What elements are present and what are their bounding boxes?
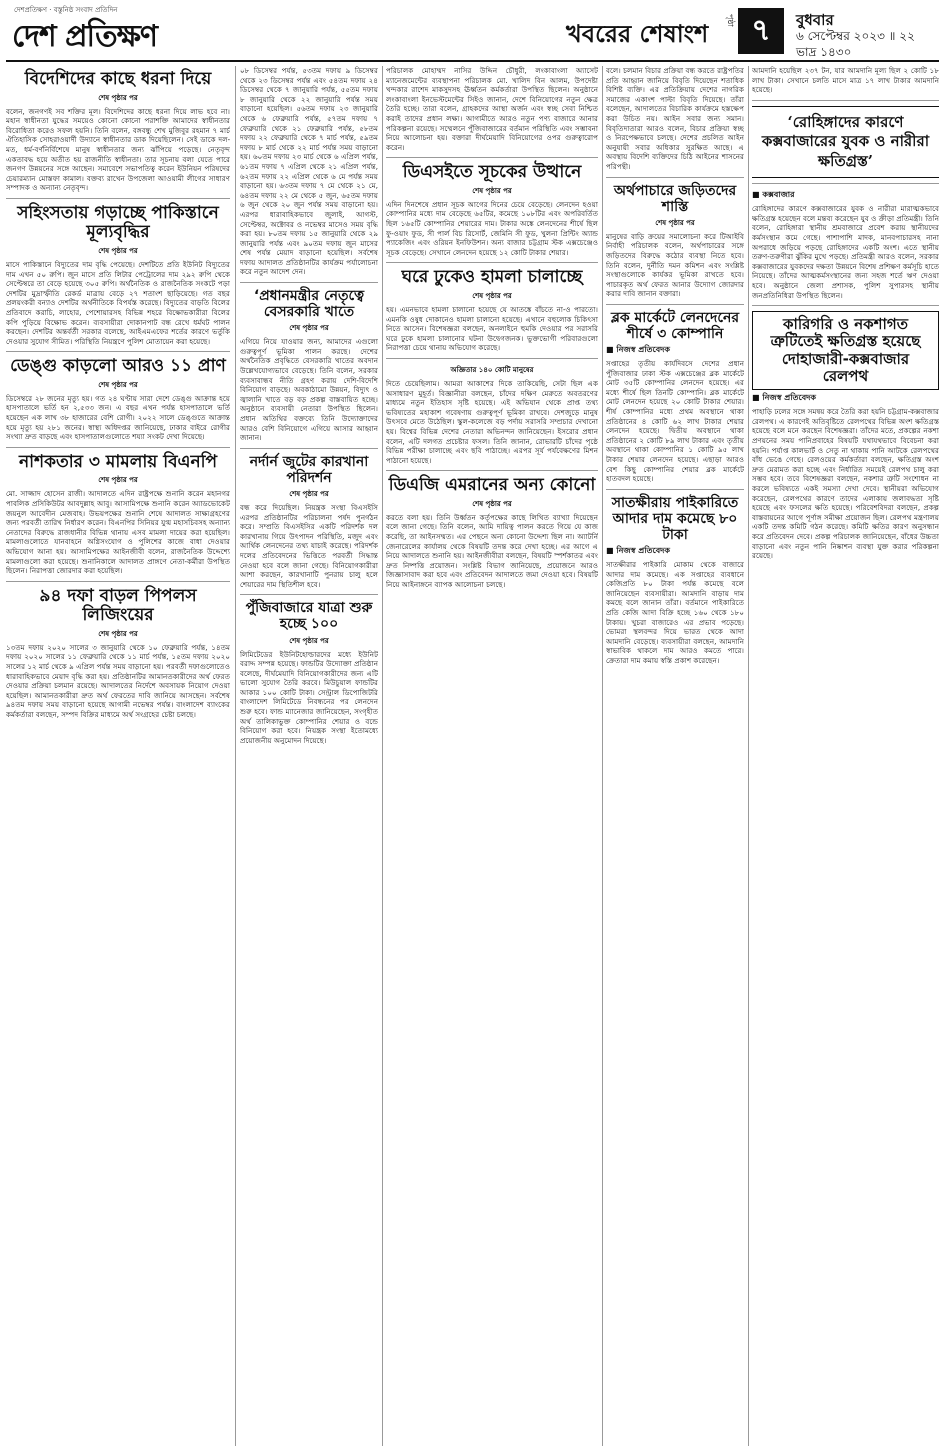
article-separator — [386, 262, 598, 263]
column-3 — [386, 66, 598, 1446]
article — [752, 66, 939, 95]
article-byline: ■ নিজস্ব প্রতিবেদক — [752, 392, 816, 403]
article-separator — [386, 157, 598, 158]
article — [386, 66, 598, 152]
page-word: পৃষ্ঠা — [726, 14, 735, 27]
article-byline: ■ নিজস্ব প্রতিবেদক — [606, 545, 670, 556]
continued-from-label: অজ্ঞিতার ১৪০ কোটি মানুষের — [450, 364, 534, 374]
article-separator — [606, 304, 744, 305]
article-body: দিতে চেয়েছিলাম। আমরা আকাশের দিকে তাকিয়েছি, সেটা ছিল এক অসাধারণ মুহূর্ত। বিজ্ঞানীরা বলছেন, চাঁদের দক্ষিণ মেরুতে অবতরণের মাধ্যমে নতুন ইতিহাস সৃষ্টি হয়েছে। এই অভিযান থেকে প্রাপ্ত তথ্য ভবিষ্যতের মহাকাশ গবেষণায় গুরুত্বপূর্ণ ভূমিকা রাখবে। দেশজুড়ে মানুষ উৎসবে মেতে উঠেছিল। স্কুল-কলেজে বড় পর্দায় সরাসরি সম্প্রচার দেখানো হয়। বিশ্বের বিভিন্ন দেশের নেতারা অভিনন্দন জানিয়েছেন। ইসরোর প্রধান বলেন, এটি দলগত প্রচেষ্টার ফসল। তিনি জানান, রোভারটি চাঁদের পৃষ্ঠে বিভিন্ন পরীক্ষা চালাচ্ছে এবং ছবি পাঠাচ্ছে। এরপর সূর্য পর্যবেক্ষণের মিশন পাঠানো হয়েছে। — [386, 378, 598, 465]
section-title: খবরের শেষাংশ — [566, 20, 709, 48]
article — [386, 262, 598, 353]
masthead — [6, 4, 939, 62]
continued-from-label: শেষ পৃষ্ঠার পর — [98, 628, 138, 638]
article-body: রোহিঙ্গাদের কারণে কক্সবাজারের যুবক ও নারীরা মারাত্মকভাবে ক্ষতিগ্রস্ত হয়েছেন বলে মন্তব্য করেছেন যুব ও ক্রীড়া প্রতিমন্ত্রী। তিনি বলেন, রোহিঙ্গারা স্থানীয় শ্রমবাজারে প্রবেশ করায় স্থানীয়দের কর্মসংস্থান কমে গেছে। পাশাপাশি মাদক, মানবপাচারসহ নানা অপরাধে জড়িয়ে পড়ছে রোহিঙ্গাদের একটি অংশ। এতে স্থানীয় তরুণ-তরুণীরা ঝুঁকির মুখে পড়ছে। প্রতিমন্ত্রী আরও বলেন, সরকার কক্সবাজারের যুবকদের দক্ষতা উন্নয়নে বিশেষ প্রশিক্ষণ কর্মসূচি হাতে নিয়েছে। তাঁদের আত্মকর্মসংস্থানের জন্য সহজ শর্তে ঋণ দেওয়া হবে। অনুষ্ঠানে জেলা প্রশাসক, পুলিশ সুপারসহ স্থানীয় জনপ্রতিনিধিরা উপস্থিত ছিলেন। — [752, 204, 939, 300]
article — [6, 198, 230, 346]
article-headline: সাতক্ষীরায় পাইকারিতে আদার দাম কমেছে ৮০ টাকা — [611, 494, 739, 543]
article-separator — [606, 177, 744, 178]
article — [386, 358, 598, 465]
article-separator — [752, 183, 939, 184]
article — [752, 100, 939, 179]
column-rule — [382, 66, 383, 1446]
column-2 — [240, 66, 378, 1446]
article-headline: ডিএজি এমরানের অন্য কোনো — [388, 475, 596, 496]
article-separator — [6, 581, 230, 582]
masthead-tagline: দেশপ্রতিক্ষণ · বস্তুনিষ্ঠ সংবাদ প্রতিদিন — [14, 6, 118, 14]
article-headline: বিদেশিদের কাছে ধরনা দিয়ে — [24, 69, 212, 89]
article — [6, 70, 230, 193]
article — [6, 581, 230, 720]
article-headline: ‘প্রধানমন্ত্রীর নেতৃত্বে বেসরকারি খাতে — [253, 288, 365, 321]
article-body: ০৮ ডিসেম্বর পর্যন্ত, ৫৩তম দফায় ৯ ডিসেম্বর থেকে ২৩ ডিসেম্বর পর্যন্ত এবং ৫৪তম দফায় ২৪ ডিসেম্বর থেকে ৭ জানুয়ারি পর্যন্ত, ৫৫তম দফায় ৮ জানুয়ারি থেকে ২২ জানুয়ারি পর্যন্ত সময় বাড়ানো হয়েছিল। ৫৬তম দফায় ২৩ জানুয়ারি থেকে ৬ ফেব্রুয়ারি পর্যন্ত, ৫৭তম দফায় ৭ ফেব্রুয়ারি থেকে ২১ ফেব্রুয়ারি পর্যন্ত, ৫৮তম দফায় ২২ ফেব্রুয়ারি থেকে ৭ মার্চ পর্যন্ত, ৫৯তম দফায় ৮ মার্চ থেকে ২২ মার্চ পর্যন্ত সময় বাড়ানো হয়। ৬০তম দফায় ২৩ মার্চ থেকে ৬ এপ্রিল পর্যন্ত, ৬১তম দফায় ৭ এপ্রিল থেকে ২১ এপ্রিল পর্যন্ত, ৬২তম দফায় ২২ এপ্রিল থেকে ৬ মে পর্যন্ত সময় বাড়ানো হয়। ৬৩তম দফায় ৭ মে থেকে ২১ মে, ৬৪তম দফায় ২২ মে থেকে ৫ জুন, ৬৫তম দফায় ৬ জুন থেকে ২০ জুন পর্যন্ত সময় বাড়ানো হয়। এরপর ধারাবাহিকভাবে জুলাই, আগস্ট, সেপ্টেম্বর, অক্টোবর ও নভেম্বর মাসেও সময় বৃদ্ধি করা হয়। ৮০তম দফায় ১৫ জানুয়ারি থেকে ২৯ জানুয়ারি পর্যন্ত এবং ৯০তম দফায় জুন মাসের শেষ পর্যন্ত মেয়াদ বাড়ানো হয়েছিল। সর্বশেষ দফায় আদালত প্রতিষ্ঠানটির কার্যক্রম পর্যালোচনা করে নতুন আদেশ দেন। — [240, 66, 378, 277]
article — [606, 66, 744, 172]
page-number-badge: ৭ — [738, 8, 784, 54]
newspaper-logo: দেশ প্রতিক্ষণ — [12, 19, 158, 54]
article — [240, 594, 378, 745]
article-separator — [240, 448, 378, 449]
column-5 — [752, 66, 939, 1446]
article — [6, 351, 230, 442]
article-separator — [752, 305, 939, 306]
article-body: ডিসেম্বরে ২৮ জনের মৃত্যু হয়। গত ২৪ ঘণ্টায় সারা দেশে ডেঙ্গু আক্রান্ত হয়ে হাসপাতালে ভর্তি হন ২,৫৩৩ জন। এ বছর এখন পর্যন্ত হাসপাতালে ভর্তি হয়েছেন এক লাখ ৩৮ হাজারের বেশি রোগী। ২০২২ সালে ডেঙ্গুতে আক্রান্ত হয়ে মৃত্যু হয় ২৮১ জনের। স্বাস্থ্য অধিদপ্তর জানিয়েছে, ঢাকার বাইরে রোগীর সংখ্যা দ্রুত বাড়ছে এবং হাসপাতালগুলোতে শয্যা সংকট দেখা দিয়েছে। — [6, 393, 230, 442]
continued-from-label: শেষ পৃষ্ঠার পর — [289, 323, 329, 333]
article-separator — [6, 447, 230, 448]
column-rule — [748, 66, 749, 1446]
article-separator — [606, 489, 744, 490]
article — [752, 305, 939, 561]
article-headline: ডেঙ্গু কাড়লো আরও ১১ প্রাণ — [10, 356, 226, 377]
article-body: লিমিটেডের ইউনিটহোল্ডারদের মধ্যে ইউনিট বরাদ্দ সম্পন্ন হয়েছে। ফান্ডটির উদ্যোক্তা প্রতিষ্ঠান বলেছে, দীর্ঘমেয়াদি বিনিয়োগকারীদের জন্য এটি ভালো সুযোগ তৈরি করবে। মিউচুয়াল ফান্ডটির আকার ১০০ কোটি টাকা। সেন্ট্রাল ডিপোজিটরি বাংলাদেশ লিমিটেডে নিবন্ধনের পর লেনদেন শুরু হবে। ফান্ড ম্যানেজার জানিয়েছেন, সংগৃহীত অর্থ তালিকাভুক্ত কোম্পানির শেয়ার ও বন্ডে বিনিয়োগ করা হবে। নিয়ন্ত্রক সংস্থা ইতোমধ্যে প্রয়োজনীয় অনুমোদন দিয়েছে। — [240, 649, 378, 745]
article-body: এগিয়ে নিয়ে যাওয়ার জন্য, আমাদের এগুলো গুরুত্বপূর্ণ ভূমিকা পালন করছে। দেশের অর্থনৈতিক প্রবৃদ্ধিতে বেসরকারি খাতের অবদান উল্লেখযোগ্যভাবে বেড়েছে। তিনি বলেন, সরকার ব্যবসাবান্ধব নীতি গ্রহণ করায় দেশি-বিদেশি বিনিয়োগ বাড়ছে। অবকাঠামো উন্নয়ন, বিদ্যুৎ ও জ্বালানি খাতে বড় বড় প্রকল্প বাস্তবায়িত হচ্ছে। অনুষ্ঠানে ব্যবসায়ী নেতারা উপস্থিত ছিলেন। প্রধান অতিথির বক্তব্যে তিনি উদ্যোক্তাদের আরও বেশি বিনিয়োগে এগিয়ে আসার আহ্বান জানান। — [240, 337, 378, 443]
article — [240, 66, 378, 277]
article-body: বন্ধ করে দিয়েছিল। নিয়ন্ত্রক সংস্থা বিএসইসি এরপর প্রতিষ্ঠানটির পরিচালনা পর্ষদ পুনর্গঠন করে। সম্প্রতি বিএসইসির একটি পরিদর্শক দল কারখানায় গিয়ে উৎপাদন পরিস্থিতি, মজুদ এবং আর্থিক লেনদেনের তথ্য যাচাই করেছে। পরিদর্শক দলের প্রতিবেদনের ভিত্তিতে পরবর্তী সিদ্ধান্ত নেওয়া হবে বলে জানা গেছে। বিনিয়োগকারীরা আশা করছেন, কারখানাটি পুনরায় চালু হলে শেয়ারের দাম স্থিতিশীল হবে। — [240, 502, 378, 589]
article — [6, 447, 230, 576]
article-headline: ব্লক মার্কেটে লেনদেনের শীর্ষে ৩ কোম্পানি — [610, 309, 740, 342]
article — [240, 448, 378, 590]
article-headline: ৯৪ দফা বাড়ল পিপলস লিজিংয়ের — [39, 585, 197, 626]
article-headline: নর্দার্ন জুটের কারখানা পরিদর্শন — [249, 453, 369, 486]
article-byline: ■ কক্সবাজার — [752, 189, 795, 200]
continued-from-label: শেষ পৃষ্ঠার পর — [98, 245, 138, 255]
column-rule — [602, 66, 603, 1446]
article-body: সাতক্ষীরার পাইকারি মোকাম থেকে বাজারে আদার দাম কমেছে। এক সপ্তাহের ব্যবধানে কেজিপ্রতি ৮০ টাকা পর্যন্ত কমেছে বলে জানিয়েছেন ব্যবসায়ীরা। আমদানি বাড়ায় দাম কমছে বলে জানান তাঁরা। বর্তমানে পাইকারিতে প্রতি কেজি আদা বিক্রি হচ্ছে ১৬০ থেকে ১৮০ টাকায়। খুচরা বাজারেও এর প্রভাব পড়েছে। ভোমরা স্থলবন্দর দিয়ে ভারত থেকে আদা আমদানি বেড়েছে। ব্যবসায়ীরা বলছেন, আমদানি স্বাভাবিক থাকলে দাম আরও কমতে পারে। ক্রেতারা দাম কমায় স্বস্তি প্রকাশ করেছেন। — [606, 560, 744, 665]
column-4 — [606, 66, 744, 1446]
column-1 — [6, 66, 230, 1446]
column-rule — [235, 66, 236, 1446]
day-name: বুধবার — [796, 11, 834, 29]
article-body: এদিন দিনশেষে প্রধান সূচক আগের দিনের চেয়ে বেড়েছে। লেনদেন হওয়া কোম্পানির মধ্যে দাম বেড়েছে ৬৫টির, কমেছে ১০৮টির এবং অপরিবর্তিত ছিল ১৬৫টি কোম্পানির শেয়ারের দাম। টাকার অঙ্কে লেনদেনের শীর্ষে ছিল ফু-ওয়াং ফুড, সী পার্ল বিচ রিসোর্ট, জেমিনি সী ফুড, খুলনা প্রিন্টিং অ্যান্ড প্যাকেজিং এবং ওরিয়ন ইনফিউশন। অন্য বাজার চট্টগ্রাম স্টক এক্সচেঞ্জেও সূচক বেড়েছে। সেখানে লেনদেন হয়েছে ১২ কোটি টাকার শেয়ার। — [386, 199, 598, 257]
article-separator — [386, 358, 598, 359]
article-body: পাহাড়ি ঢলের সঙ্গে সমন্বয় করে তৈরি করা হয়নি চট্টগ্রাম-কক্সবাজার রেলপথ। এ কারণেই অতিবৃষ্টিতে রেলপথের বিভিন্ন অংশ ক্ষতিগ্রস্ত হয়েছে বলে মনে করছেন বিশেষজ্ঞরা। তাঁদের মতে, প্রকল্পের নকশা প্রণয়নের সময় পানিপ্রবাহের বিষয়টি যথাযথভাবে বিবেচনা করা হয়নি। পর্যাপ্ত কালভার্ট ও সেতু না থাকায় পানি আটকে রেলপথের বাঁধ ভেঙে গেছে। রেলওয়ের কর্মকর্তারা বলছেন, ক্ষতিগ্রস্ত অংশ দ্রুত মেরামত করা হচ্ছে এবং নির্ধারিত সময়েই রেলপথ চালু করা সম্ভব হবে। তবে বিশেষজ্ঞরা বলছেন, নকশার ত্রুটি সংশোধন না করলে ভবিষ্যতে একই সমস্যা দেখা দেবে। স্থানীয়রা অভিযোগ করেছেন, রেলপথের কারণে তাদের এলাকায় জলাবদ্ধতা সৃষ্টি হয়েছে এবং ফসলের ক্ষতি হয়েছে। পরিবেশবিদরা বলছেন, প্রকল্প বাস্তবায়নের আগে পূর্ণাঙ্গ সমীক্ষা প্রয়োজন ছিল। রেলপথ মন্ত্রণালয় একটি তদন্ত কমিটি গঠন করেছে। কমিটি ক্ষতির কারণ অনুসন্ধান করে প্রতিবেদন দেবে। প্রকল্প পরিচালক জানিয়েছেন, বাঁধের উচ্চতা বাড়ানো এবং নতুন পানি নিষ্কাশন ব্যবস্থা যুক্ত করার পরিকল্পনা রয়েছে। — [752, 407, 939, 561]
article — [386, 157, 598, 257]
article-headline: কারিগরি ও নকশাগত ত্রুটিতেই ক্ষতিগ্রস্ত হয়েছে দোহাজারী-কক্সবাজার রেলপথ — [752, 311, 939, 390]
dateline — [796, 12, 939, 60]
article-separator — [240, 594, 378, 595]
continued-from-label: শেষ পৃষ্ঠার পর — [98, 379, 138, 389]
article-headline: সহিংসতায় গড়াচ্ছে পাকিস্তানে মূল্যবৃদ্ধির — [17, 202, 219, 243]
article-headline: পুঁজিবাজারে যাত্রা শুরু হচ্ছে ১০০ — [245, 600, 373, 633]
continued-from-label: শেষ পৃষ্ঠার পর — [472, 498, 512, 508]
article-headline: নাশকতার ৩ মামলায় বিএনপি — [18, 451, 218, 472]
article — [606, 304, 744, 484]
article-body: করতে বলা হয়। তিনি উর্ধ্বতন কর্তৃপক্ষের কাছে লিখিত ব্যাখ্যা দিয়েছেন বলে জানা গেছে। তিনি বলেন, আমি দায়িত্ব পালন করতে গিয়ে যে কাজ করেছি, তা আইনসম্মত। এর পেছনে অন্য কোনো উদ্দেশ্য ছিল না। অ্যাটর্নি জেনারেলের কার্যালয় থেকে বিষয়টি তদন্ত করে দেখা হচ্ছে। এর আগে এ নিয়ে আদালতে শুনানি হয়। আইনজীবীরা বলছেন, বিষয়টি স্পর্শকাতর এবং দ্রুত নিষ্পত্তি প্রয়োজন। সংশ্লিষ্ট বিভাগ জানিয়েছে, প্রয়োজনে আরও জিজ্ঞাসাবাদ করা হবে এবং প্রতিবেদন আদালতে জমা দেওয়া হবে। বিষয়টি নিয়ে আইনাঙ্গনে ব্যাপক আলোচনা চলছে। — [386, 512, 598, 590]
article-body: সপ্তাহের তৃতীয় কার্যদিবসে দেশের প্রধান পুঁজিবাজার ঢাকা স্টক এক্সচেঞ্জের ব্লক মার্কেটে মোট ৩৫টি কোম্পানির লেনদেন হয়েছে। এর মধ্যে শীর্ষে ছিল তিনটি কোম্পানি। ব্লক মার্কেটে মোট লেনদেন হয়েছে ২০ কোটি টাকার শেয়ার। শীর্ষ কোম্পানির মধ্যে প্রথম অবস্থানে থাকা প্রতিষ্ঠানের ৪ কোটি ৬২ লাখ টাকার শেয়ার লেনদেন হয়েছে। দ্বিতীয় অবস্থানে থাকা প্রতিষ্ঠানের ২ কোটি ৮৯ লাখ টাকার এবং তৃতীয় অবস্থানে থাকা কোম্পানির ১ কোটি ৯৫ লাখ টাকার শেয়ার লেনদেন হয়েছে। এছাড়া আরও বেশ কিছু কোম্পানির শেয়ার ব্লক মার্কেটে হাতবদল হয়েছে। — [606, 359, 744, 484]
article-body: বলেন, জনগণই সব শক্তির মূল। বিদেশিদের কাছে ধরনা দিয়ে লাভ হবে না। মহান স্বাধীনতা যুদ্ধের সময়েও কোনো কোনো পরাশক্তি আমাদের স্বাধীনতার বিরোধিতা করেও সফল হয়নি। তিনি বলেন, বঙ্গবন্ধু শেখ মুজিবুর রহমান ৭ মার্চ ঐতিহাসিক সোহরাওয়ার্দী উদ্যানে স্বাধীনতার ডাক দিয়েছিলেন। সেই ডাকে দল-মত, ধর্ম-বর্ণনির্বিশেষে মানুষ স্বাধীনতার জন্য ঝাঁপিয়ে পড়েছে। নেতৃবৃন্দ একতাবদ্ধ হয়ে অতীত হয় রাজনীতি স্বাধীনতা। তার সূচনায় বলা যেতে পারে জনগণ উন্নয়নের সঙ্গে আছেন। সমাবেশে সভাপতিত্ব করেন ইউনিয়ন পরিষদের চেয়ারম্যান মোস্তফা কামাল। বক্তব্য রাখেন উপজেলা আওয়ামী লীগের সাধারণ সম্পাদক ও অন্যান্য নেতৃবৃন্দ। — [6, 106, 230, 193]
continued-from-label: শেষ পৃষ্ঠার পর — [98, 92, 138, 102]
article-separator — [240, 282, 378, 283]
article-headline: ঘরে ঢুকেও হামলা চালাচ্ছে — [401, 267, 583, 288]
pull-quote-headline: ‘রোহিঙ্গাদের কারণে কক্সবাজারের যুবক ও নারীরা ক্ষতিগ্রস্ত’ — [752, 106, 939, 179]
article-body: পরিচালক মোহাম্মদ নাসির উদ্দিন চৌধুরী, লংকাবাংলা অ্যাসেট ম্যানেজমেন্টের ব্যবস্থাপনা পরিচালক মো. খালিদ বিন আলম, উপদেষ্টা খন্দকার রাশেদ মাকসুদসহ ঊর্ধ্বতন কর্মকর্তারা উপস্থিত ছিলেন। অনুষ্ঠানে লংকাবাংলা ইনভেস্টমেন্টের সিইও জানান, দেশে বিনিয়োগের নতুন ক্ষেত্র তৈরি হচ্ছে। তারা বলেন, গ্রাহকদের আস্থা অর্জন এবং স্বচ্ছ সেবা নিশ্চিত করাই তাদের প্রধান লক্ষ্য। আগামীতে আরও নতুন পণ্য বাজারে আনার পরিকল্পনা রয়েছে। সম্মেলনে পুঁজিবাজারের বর্তমান পরিস্থিতি এবং সম্ভাবনা নিয়ে আলোচনা হয়। বক্তারা দীর্ঘমেয়াদি বিনিয়োগের ওপর গুরুত্বারোপ করেন। — [386, 66, 598, 152]
continued-from-label: শেষ পৃষ্ঠার পর — [289, 488, 329, 498]
continued-from-label: শেষ পৃষ্ঠার পর — [472, 185, 512, 195]
article-body: ১৩তম দফায় ২০২০ সালের ৩ জানুয়ারি থেকে ১০ ফেব্রুয়ারি পর্যন্ত, ১৪তম দফায় ২০২০ সালের ১১ ফেব্রুয়ারি থেকে ১১ মার্চ পর্যন্ত, ১৫তম দফায় ২০২০ সালের ১২ মার্চ থেকে ৯ এপ্রিল পর্যন্ত সময় বাড়ানো হয়। পরবর্তী দফাগুলোতেও ধারাবাহিকভাবে মেয়াদ বৃদ্ধি করা হয়। প্রতিষ্ঠানটির আমানতকারীদের অর্থ ফেরত দেওয়ার প্রক্রিয়া চলমান রয়েছে। আদালতের নির্দেশে অবসায়ক নিয়োগ দেওয়া হয়েছিল। আমানতকারীরা দ্রুত অর্থ ফেরতের দাবি জানিয়ে আসছেন। সর্বশেষ ৯৪তম দফায় সময় বাড়ানো হয়েছে আগামী নভেম্বর পর্যন্ত। বাংলাদেশ ব্যাংকের কর্মকর্তারা বলছেন, সম্পদ বিক্রির মাধ্যমে অর্থ সংগ্রহের চেষ্টা চলছে। — [6, 642, 230, 719]
article-separator — [6, 351, 230, 352]
article-body: মো. সাজ্জাদ হোসেন রাজী। আদালতে এদিন রাষ্ট্রপক্ষে শুনানি করেন মহানগর পাবলিক প্রসিকিউটর আবদুল্লাহ আবু। আসামিপক্ষে শুনানি করেন অ্যাডভোকেট জয়নুল আবেদীন মেজবাহ। উভয়পক্ষের শুনানি শেষে আদালত সাক্ষ্যগ্রহণের জন্য পরবর্তী তারিখ নির্ধারণ করেন। বিএনপির সিনিয়র যুগ্ম মহাসচিবসহ অন্যান্য নেতাদের বিরুদ্ধে রাজধানীর বিভিন্ন থানায় এসব মামলা দায়ের করা হয়েছিল। মামলাগুলোতে যানবাহনে অগ্নিসংযোগ ও পুলিশের কাজে বাধা দেওয়ার অভিযোগ আনা হয়। আসামিপক্ষের আইনজীবী বলেন, রাজনৈতিক উদ্দেশ্যে মামলাগুলো করা হয়েছে। শুনানিকালে আদালত প্রাঙ্গণে নেতা-কর্মীরা উপস্থিত ছিলেন। নিরাপত্তা জোরদার করা হয়েছিল। — [6, 489, 230, 576]
article-body: হয়। এমনভাবে হামলা চালানো হয়েছে যে আতঙ্কে বাঁচতে না-ও পারতো। এমনকি ওষুধ দোকানেও হামলা চালানো হয়েছে। এখানে বহুলোক চিকিৎসা নিতে আসেন। বিশেষজ্ঞরা বলছেন, অনলাইনে হুমকি দেওয়ার পর সরাসরি ঘরে ঢুকে হামলা চালানোর ঘটনা উদ্বেগজনক। ভুক্তভোগী পরিবারগুলো নিরাপত্তা চেয়ে থানায় অভিযোগ করেছে। — [386, 305, 598, 353]
article-body: মাসে পাকিস্তানে বিদ্যুতের দাম বৃদ্ধি পেয়েছে। দেশটিতে প্রতি ইউনিট বিদ্যুতের দাম এখন ৫০ রুপি। জুন মাসে প্রতি লিটার পেট্রোলের দাম ২৯২ রুপি থেকে সেপ্টেম্বরে তা বেড়ে হয়েছে ৩০৫ রুপি। অর্থনৈতিক ও রাজনৈতিক সংকটে পড়া দেশটির মুদ্রাস্ফীতি রেকর্ড মাত্রায় বেড়ে ২৭ শতাংশ ছাড়িয়েছে। গত বছর প্রলয়ংকরী বন্যাও দেশটির অর্থনীতিকে বিপর্যস্ত করেছে। বিদ্যুতের বাড়তি বিলের প্রতিবাদে করাচি, লাহোর, পেশোয়ারসহ বিভিন্ন শহরে বিক্ষোভকারীরা বিলের কপি পুড়িয়ে বিক্ষোভ করেন। ব্যবসায়ীরা দোকানপাট বন্ধ রেখে ধর্মঘট পালন করছেন। দেশটির অন্তর্বর্তী সরকার বলেছে, আইএমএফের শর্তের কারণে ভর্তুকি দেওয়ার সুযোগ সীমিত। পরিস্থিতি নিয়ন্ত্রণে পুলিশ মোতায়েন করা হয়েছে। — [6, 259, 230, 346]
article-body: মানুষের বাড়ি ক্রয়ের সমালোচনা করে টিআইবি নির্বাহী পরিচালক বলেন, অর্থপাচারের সঙ্গে জড়িতদের বিরুদ্ধে কঠোর ব্যবস্থা নিতে হবে। তিনি বলেন, দুর্নীতি দমন কমিশন এবং সংশ্লিষ্ট সংস্থাগুলোকে কার্যকর ভূমিকা রাখতে হবে। পাচারকৃত অর্থ ফেরত আনার উদ্যোগ জোরদার করার দাবি জানান বক্তারা। — [606, 231, 744, 299]
continued-from-label: শেষ পৃষ্ঠার পর — [289, 635, 329, 645]
article-body: বলে। চলমান বিচার প্রক্রিয়া বন্ধ করতে রাষ্ট্রপতির প্রতি আহ্বান জানিয়ে বিবৃতি দিয়েছেন শতাধিক বিশিষ্ট ব্যক্তি। এর প্রতিক্রিয়ায় দেশের নাগরিক সমাজের একাংশ পাল্টা বিবৃতি দিয়েছে। তাঁরা বলেছেন, আদালতের বিচারিক কার্যক্রমে হস্তক্ষেপ করা উচিত নয়। আইন সবার জন্য সমান। বিবৃতিদাতারা আরও বলেন, বিচার প্রক্রিয়া স্বচ্ছ ও নিরপেক্ষভাবে চলছে। দেশের প্রচলিত আইন অনুযায়ী সবার অধিকার সুরক্ষিত আছে। এ অবস্থায় বিদেশি ব্যক্তিদের চিঠি আইনের শাসনের পরিপন্থী। — [606, 66, 744, 171]
article-separator — [752, 100, 939, 101]
article — [606, 177, 744, 299]
article — [240, 282, 378, 443]
article-body: আমদানি হয়েছিল ২৩৭ টন, যার আমদানি মূল্য ছিল ২ কোটি ১৮ লাখ টাকা। সেখানে চলতি মাসে মাত্র ১৭ লাখ টাকার আমদানি হয়েছে। — [752, 66, 939, 95]
article-separator — [6, 198, 230, 199]
article-headline: অর্থপাচারে জড়িতদের শাস্তি — [613, 182, 737, 215]
article — [752, 183, 939, 300]
article-separator — [386, 470, 598, 471]
article — [386, 470, 598, 589]
continued-from-label: শেষ পৃষ্ঠার পর — [98, 475, 138, 485]
article-byline: ■ নিজস্ব প্রতিবেদক — [606, 344, 670, 355]
continued-from-label: শেষ পৃষ্ঠার পর — [655, 217, 695, 227]
continued-from-label: শেষ পৃষ্ঠার পর — [472, 291, 512, 300]
article-headline: ডিএসইতে সূচকের উত্থানে — [402, 162, 582, 183]
article — [606, 489, 744, 666]
date-text: ৬ সেপ্টেম্বর ২০২৩ ॥ ২২ ভাদ্র ১৪৩০ — [796, 29, 915, 59]
